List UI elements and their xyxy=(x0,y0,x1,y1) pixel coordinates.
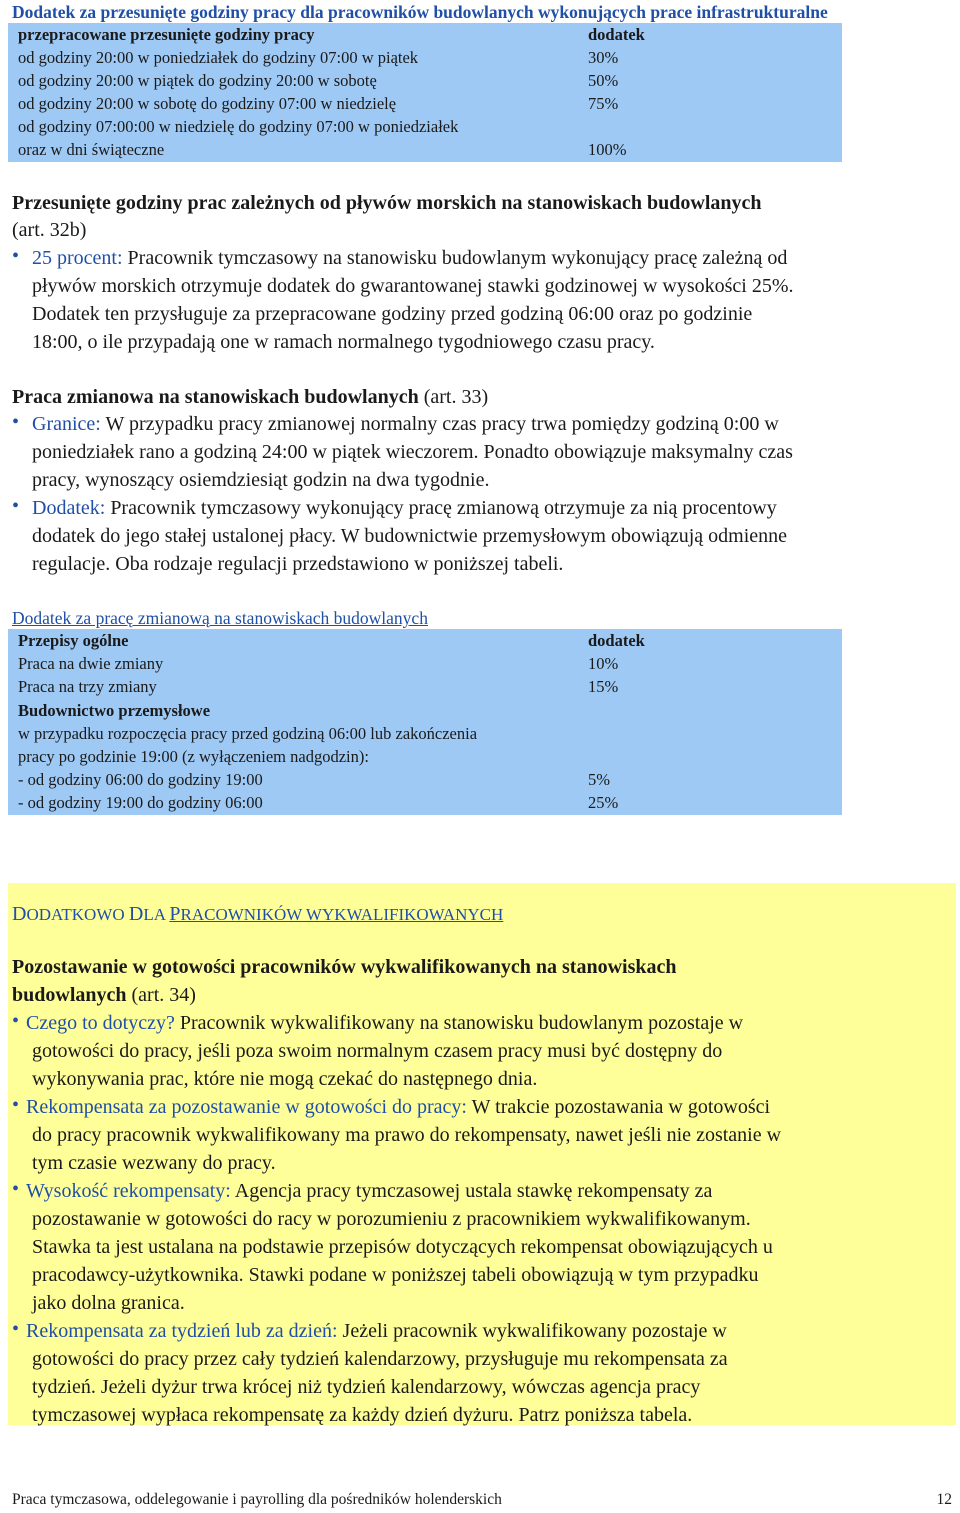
table2-row-label: - od godziny 06:00 do godziny 19:00 xyxy=(18,770,263,789)
section-shift-art: (art. 33) xyxy=(423,386,489,408)
table1-header-right: dodatek xyxy=(588,25,645,44)
qualified-workers-heading xyxy=(12,903,503,926)
bullet-text: Jeżeli pracownik wykwalifikowany pozostaje w xyxy=(342,1320,727,1342)
table2-row-value: 25% xyxy=(588,793,619,812)
bullet-text: gotowości do pracy, jeśli poza swoim normalnym czasem pracy musi być dostępny do xyxy=(32,1040,723,1062)
table1-row-label: od godziny 20:00 w poniedziałek do godziny 07:00 w piątek xyxy=(18,48,419,67)
bullet-text: Agencja pracy tymczasowej ustala stawkę rekompensaty za xyxy=(234,1180,713,1202)
table1-row-value: 75% xyxy=(588,94,619,113)
table1-row-label: od godziny 20:00 w sobotę do godziny 07:00 w niedzielę xyxy=(18,94,397,113)
bullet-text: regulacje. Oba rodzaje regulacji przedstawiono w poniższej tabeli. xyxy=(32,553,564,575)
bullet-icon: • xyxy=(12,495,20,517)
heading-part: LA xyxy=(143,905,166,924)
bullet-key: 25 procent: xyxy=(32,247,123,269)
table1-row-value: 50% xyxy=(588,71,619,90)
footer-text: Praca tymczasowa, oddelegowanie i payrolling dla pośredników holenderskich xyxy=(12,1491,502,1508)
table1-title: Dodatek za przesunięte godziny pracy dla pracowników budowlanych wykonujących prace infrastrukturalne xyxy=(12,2,828,22)
bullet-key: Dodatek: xyxy=(32,497,106,519)
table2-row-label: Praca na trzy zmiany xyxy=(18,677,157,696)
heading-part: RACOWNIKÓW WYKWALIFIKOWANYCH xyxy=(180,905,504,924)
heading-initial: P xyxy=(169,903,181,925)
table2-row-value: 10% xyxy=(588,654,619,673)
section-shift-heading xyxy=(12,384,488,411)
table2-subheader: Budownictwo przemysłowe xyxy=(18,701,211,720)
bullet-icon: • xyxy=(12,1094,20,1116)
heading-initial: D xyxy=(12,903,27,925)
table2-note: w przypadku rozpoczęcia pracy przed godziną 06:00 lub zakończenia xyxy=(18,724,478,743)
bullet-text: Dodatek ten przysługuje za przepracowane godziny przed godziną 06:00 oraz po godzinie xyxy=(32,303,753,325)
standby-b1-line1 xyxy=(26,1010,743,1038)
table2-header-left: Przepisy ogólne xyxy=(18,631,129,650)
bullet-text: Pracownik wykwalifikowany na stanowisku budowlanym pozostaje w xyxy=(179,1012,744,1034)
section-tidal-art: (art. 32b) xyxy=(12,219,87,241)
standby-heading-text: budowlanych xyxy=(12,984,127,1006)
table1-row-value: 100% xyxy=(588,140,627,159)
bullet-text: pracy, wynoszący osiemdziesiąt godzin na dwa tygodnie. xyxy=(32,469,490,491)
table2-row-label: - od godziny 19:00 do godziny 06:00 xyxy=(18,793,263,812)
table1-row-label: od godziny 20:00 w piątek do godziny 20:00 w sobotę xyxy=(18,71,377,90)
bullet-icon: • xyxy=(12,1178,20,1200)
standby-b2-line1 xyxy=(26,1094,770,1122)
bullet-text: tymczasowej wypłaca rekompensatę za każdy dzień dyżuru. Patrz poniższa tabela. xyxy=(32,1404,693,1426)
table1-header-left: przepracowane przesunięte godziny pracy xyxy=(18,25,315,44)
table1-row-label: od godziny 07:00:00 w niedzielę do godziny 07:00 w poniedziałek xyxy=(18,117,459,136)
section-shift-b2-line1 xyxy=(32,495,777,523)
standby-heading-line2 xyxy=(12,982,196,1009)
bullet-text: Stawka ta jest ustalana na podstawie przepisów dotyczących rekompensat obowiązujących u xyxy=(32,1236,773,1258)
bullet-key: Czego to dotyczy? xyxy=(26,1012,175,1034)
standby-b3-line1 xyxy=(26,1178,712,1206)
section-tidal-bullet-line1 xyxy=(32,245,787,273)
table1-row-label: oraz w dni świąteczne xyxy=(18,140,165,159)
section-shift-title: Praca zmianowa na stanowiskach budowlanych xyxy=(12,386,419,408)
bullet-icon: • xyxy=(12,1318,20,1340)
heading-part: ODATKOWO xyxy=(26,905,125,924)
heading-initial: D xyxy=(128,903,144,925)
bullet-icon: • xyxy=(12,411,20,433)
bullet-text: Pracownik tymczasowy na stanowisku budowlanym wykonujący pracę zależną od xyxy=(127,247,788,269)
bullet-text: do pracy pracownik wykwalifikowany ma prawo do rekompensaty, nawet jeśli nie zostanie w xyxy=(32,1124,782,1146)
standby-heading-art: (art. 34) xyxy=(131,984,196,1006)
bullet-key: Rekompensata za tydzień lub za dzień: xyxy=(26,1320,338,1342)
bullet-key: Rekompensata za pozostawanie w gotowości do pracy: xyxy=(26,1096,467,1118)
bullet-key: Wysokość rekompensaty: xyxy=(26,1180,231,1202)
bullet-text: gotowości do pracy przez cały tydzień kalendarzowy, przysługuje mu rekompensata za xyxy=(32,1348,728,1370)
bullet-icon: • xyxy=(12,1010,20,1032)
bullet-text: jako dolna granica. xyxy=(32,1292,185,1314)
bullet-text: pływów morskich otrzymuje dodatek do gwarantowanej stawki godzinowej w wysokości 25%. xyxy=(32,275,794,297)
bullet-text: pracodawcy-użytkownika. Stawki podane w poniższej tabeli obowiązują w tym przypadku xyxy=(32,1264,759,1286)
bullet-text: W trakcie pozostawania w gotowości xyxy=(471,1096,771,1118)
bullet-text: W przypadku pracy zmianowej normalny czas pracy trwa pomiędzy godziną 0:00 w xyxy=(105,413,779,435)
bullet-text: wykonywania prac, które nie mogą czekać do następnego dnia. xyxy=(32,1068,538,1090)
bullet-text: tym czasie wezwany do pracy. xyxy=(32,1152,276,1174)
bullet-text: poniedziałek rano a godziną 24:00 w piątek wieczorem. Ponadto obowiązuje maksymalny czas xyxy=(32,441,793,463)
table2-header-right: dodatek xyxy=(588,631,645,650)
page-number: 12 xyxy=(936,1491,952,1508)
table2-row-value: 5% xyxy=(588,770,610,789)
bullet-text: dodatek do jego stałej ustalonej płacy. W budownictwie przemysłowym obowiązują odmienne xyxy=(32,525,787,547)
bullet-text: Pracownik tymczasowy wykonujący pracę zmianową otrzymuje za nią procentowy xyxy=(110,497,777,519)
table2-note: pracy po godzinie 19:00 (z wyłączeniem nadgodzin): xyxy=(18,747,369,766)
table2-title: Dodatek za pracę zmianową na stanowiskach budowlanych xyxy=(12,608,428,628)
table2-row-label: Praca na dwie zmiany xyxy=(18,654,164,673)
standby-b4-line1 xyxy=(26,1318,727,1346)
bullet-text: tydzień. Jeżeli dyżur trwa krócej niż tydzień kalendarzowy, wówczas agencja pracy xyxy=(32,1376,701,1398)
table2-row-value: 15% xyxy=(588,677,619,696)
bullet-text: 18:00, o ile przypadają one w ramach normalnego tygodniowego czasu pracy. xyxy=(32,331,655,353)
bullet-text: pozostawanie w gotowości do racy w porozumieniu z pracownikiem wykwalifikowanym. xyxy=(32,1208,751,1230)
bullet-key: Granice: xyxy=(32,413,101,435)
section-tidal-heading: Przesunięte godziny prac zależnych od pływów morskich na stanowiskach budowlanych xyxy=(12,192,762,214)
bullet-icon: • xyxy=(12,245,20,267)
table1-row-value: 30% xyxy=(588,48,619,67)
standby-heading-line1: Pozostawanie w gotowości pracowników wykwalifikowanych na stanowiskach xyxy=(12,956,677,978)
section-shift-b1-line1 xyxy=(32,411,779,439)
